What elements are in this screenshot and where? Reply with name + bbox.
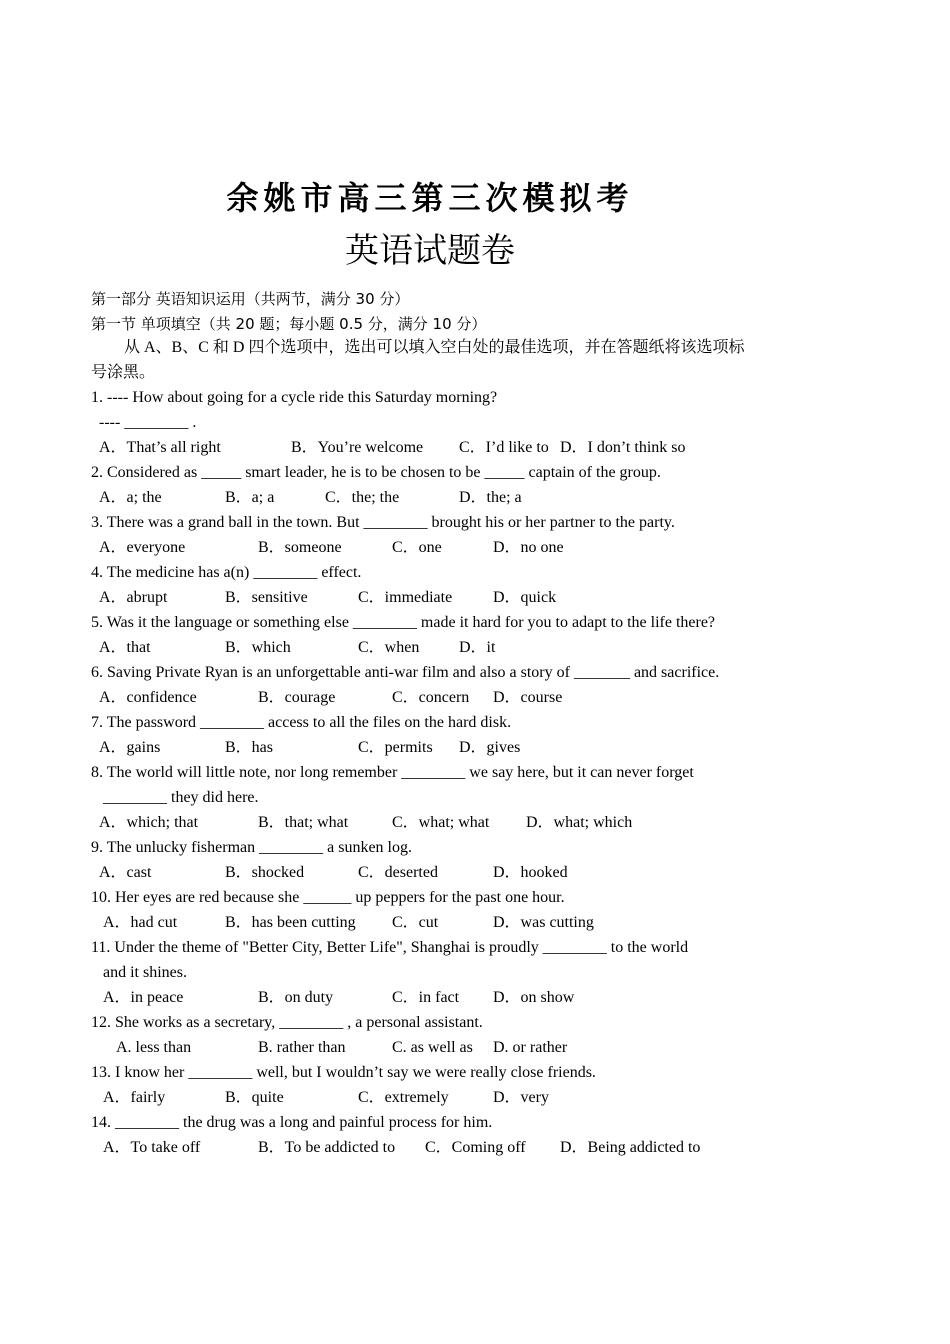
option-d: D．what; which: [526, 814, 633, 831]
option-c: C．extremely: [358, 1089, 449, 1106]
option-a: A．everyone: [99, 539, 186, 556]
option-d: D．hooked: [493, 864, 568, 881]
option-c: C．one: [392, 539, 442, 556]
option-b: B．a; a: [225, 489, 275, 506]
option-b: B．that; what: [258, 814, 349, 831]
option-a: A．That’s all right: [99, 439, 221, 456]
option-c: C．when: [358, 639, 420, 656]
option-b: B. rather than: [258, 1039, 346, 1056]
option-a: A．To take off: [103, 1139, 201, 1156]
option-c: C．immediate: [358, 589, 453, 606]
option-b: B．You’re welcome: [291, 439, 424, 456]
option-d: D．on show: [493, 989, 575, 1006]
option-b: B．has: [225, 739, 274, 756]
part1-heading: 第一部分 英语知识运用（共两节，满分 30 分）: [91, 290, 410, 308]
option-a: A．that: [99, 639, 151, 656]
option-a: A．in peace: [103, 989, 184, 1006]
option-b: B．quite: [225, 1089, 284, 1106]
option-a: A．gains: [99, 739, 161, 756]
option-a: A．which; that: [99, 814, 199, 831]
option-b: B．someone: [258, 539, 342, 556]
option-a: A．cast: [99, 864, 152, 881]
option-b: B．sensitive: [225, 589, 308, 606]
option-a: A．a; the: [99, 489, 162, 506]
question-stem-continued: and it shines.: [103, 964, 187, 981]
option-c: C．I’d like to: [459, 439, 549, 456]
option-b: B．has been cutting: [225, 914, 356, 931]
question-stem: 1. ---- How about going for a cycle ride this Saturday morning?: [91, 389, 498, 406]
option-d: D．no one: [493, 539, 564, 556]
option-d: D．Being addicted to: [560, 1139, 701, 1156]
option-c: C．the; the: [325, 489, 400, 506]
option-c: C．deserted: [358, 864, 438, 881]
question-stem: 11. Under the theme of "Better City, Better Life", Shanghai is proudly ________ to the world: [91, 939, 689, 956]
option-b: B．which: [225, 639, 291, 656]
option-d: D. or rather: [493, 1039, 568, 1056]
question-stem: 3. There was a grand ball in the town. But ________ brought his or her partner to the party.: [91, 514, 675, 531]
exam-subtitle: 英语试题卷: [345, 231, 515, 271]
question-stem: 13. I know her ________ well, but I wouldn’t say we were really close friends.: [91, 1064, 596, 1081]
question-stem: 12. She works as a secretary, ________ , a personal assistant.: [91, 1014, 483, 1031]
section1-heading: 第一节 单项填空（共 20 题；每小题 0.5 分，满分 10 分）: [91, 315, 487, 333]
question-stem: 7. The password ________ access to all the files on the hard disk.: [91, 714, 512, 731]
question-stem: 4. The medicine has a(n) ________ effect.: [91, 564, 362, 581]
option-b: B．courage: [258, 689, 336, 706]
option-c: C. as well as: [392, 1039, 473, 1056]
option-a: A．confidence: [99, 689, 197, 706]
option-c: C．permits: [358, 739, 433, 756]
option-b: B．shocked: [225, 864, 305, 881]
option-b: B．To be addicted to: [258, 1139, 396, 1156]
option-c: C．concern: [392, 689, 470, 706]
option-b: B．on duty: [258, 989, 334, 1006]
option-d: D．quick: [493, 589, 557, 606]
question-stem: 6. Saving Private Ryan is an unforgettable anti-war film and also a story of _______ and sacrifice.: [91, 664, 720, 681]
instruction-line-1: 从 A、B、C 和 D 四个选项中，选出可以填入空白处的最佳选项，并在答题纸将该选项标: [124, 339, 745, 356]
option-d: D．course: [493, 689, 563, 706]
option-c: C．Coming off: [425, 1139, 526, 1156]
option-a: A．abrupt: [99, 589, 168, 606]
option-c: C．in fact: [392, 989, 460, 1006]
option-d: D．the; a: [459, 489, 522, 506]
option-d: D．it: [459, 639, 496, 656]
exam-title: 余姚市高三第三次模拟考: [226, 179, 634, 217]
option-a: A．had cut: [103, 914, 178, 931]
option-d: D．gives: [459, 739, 521, 756]
option-c: C．what; what: [392, 814, 490, 831]
question-stem: 5. Was it the language or something else ________ made it hard for you to adapt to the life there?: [91, 614, 716, 631]
option-a: A．fairly: [103, 1089, 166, 1106]
question-stem: 9. The unlucky fisherman ________ a sunken log.: [91, 839, 412, 856]
option-a: A. less than: [116, 1039, 192, 1056]
question-stem-continued: ________ they did here.: [103, 789, 259, 806]
instruction-line-2: 号涂黑。: [91, 364, 156, 381]
question-stem: 10. Her eyes are red because she ______ up peppers for the past one hour.: [91, 889, 565, 906]
option-c: C．cut: [392, 914, 439, 931]
question-stem: 2. Considered as _____ smart leader, he is to be chosen to be _____ captain of the group.: [91, 464, 661, 481]
question-stem: 8. The world will little note, nor long remember ________ we say here, but it can never forget: [91, 764, 694, 781]
option-d: D．very: [493, 1089, 549, 1106]
option-d: D．I don’t think so: [560, 439, 686, 456]
question-stem-continued: ---- ________ .: [99, 414, 197, 431]
question-stem: 14. ________ the drug was a long and painful process for him.: [91, 1114, 493, 1131]
option-d: D．was cutting: [493, 914, 594, 931]
